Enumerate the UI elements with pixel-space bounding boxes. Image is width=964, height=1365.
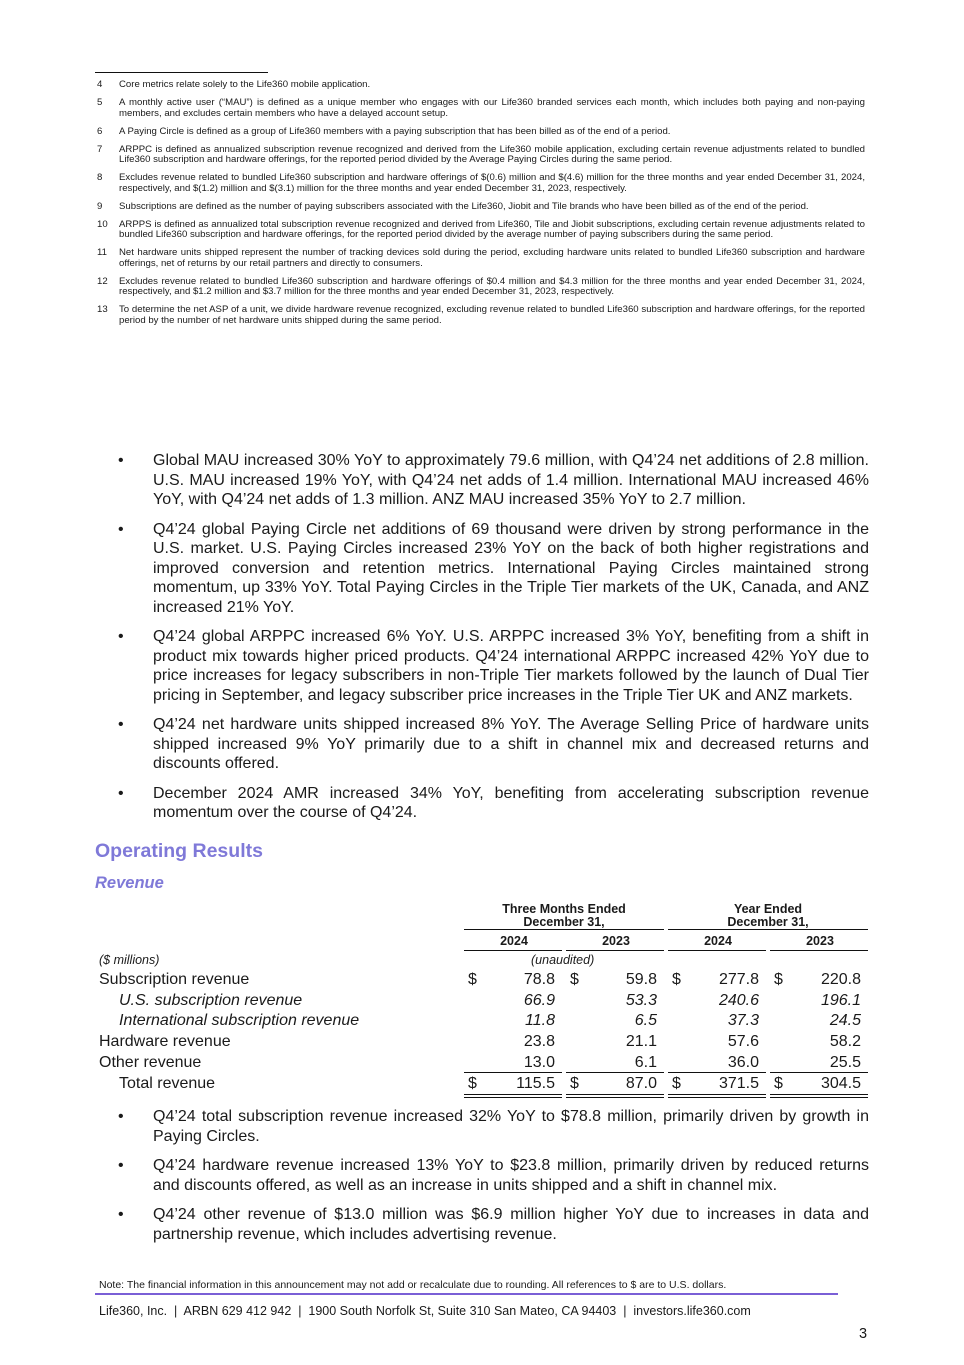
footnote-number: 6: [97, 125, 103, 137]
footnote-item: [97, 127, 865, 138]
group-underline: [668, 929, 868, 930]
year-underline: [464, 950, 562, 951]
cell-value: 57.6: [727, 1033, 759, 1051]
footnote-text: ARPPC is defined as annualized subscription revenue recognized and derived from the Life360 mobile application, excluding certain revenue adjustments related to bundled Life360 subscription and hardware offerings, for the reported period divided by the Average Paying Circles during the same period.: [119, 143, 865, 165]
table-row: [99, 1033, 869, 1054]
total-double-underline: [566, 1097, 664, 1098]
year-header: 2024: [704, 934, 732, 948]
bullet-text: Q4’24 other revenue of $13.0 million was $6.9 million higher YoY due to increases in data and partnership revenue, which includes advertising revenue.: [153, 1206, 869, 1243]
total-double-underline: [770, 1097, 868, 1098]
footnote-number: 5: [97, 97, 103, 108]
footnote-text: A Paying Circle is defined as a group of Life360 members with a paying subscription that has been billed as of the end of a period.: [119, 125, 671, 137]
year-underline: [566, 950, 664, 951]
bullet-icon: •: [118, 716, 124, 733]
cell-value: 23.8: [523, 1033, 555, 1051]
row-label: Total revenue: [119, 1074, 216, 1092]
footnote-number: 8: [97, 172, 103, 183]
cell-value: 196.1: [820, 991, 861, 1009]
total-double-underline: [566, 1094, 664, 1095]
cell-value: 13.0: [523, 1053, 555, 1071]
bullet-icon: •: [118, 784, 124, 802]
three-months-header: [464, 903, 664, 929]
footnote-item: [97, 305, 865, 326]
cell-value: 59.8: [625, 971, 657, 988]
header-line: December 31,: [523, 915, 605, 929]
list-item: [118, 1205, 869, 1244]
currency-symbol: $: [468, 1074, 477, 1092]
units-label: ($ millions): [99, 953, 160, 967]
footnote-item: [97, 220, 865, 241]
group-underline: [464, 929, 664, 930]
company-address: Life360, Inc. | ARBN 629 412 942 | 1900 South Norfolk St, Suite 310 San Mateo, CA 94403 | investors.life360.com: [99, 1304, 751, 1318]
currency-symbol: $: [468, 971, 477, 988]
header-line: December 31,: [727, 915, 809, 929]
bullet-text: Q4’24 total subscription revenue increased 32% YoY to $78.8 million, primarily driven by growth in Paying Circles.: [153, 1108, 869, 1145]
currency-symbol: $: [570, 1074, 579, 1092]
table-row-total: [99, 1075, 869, 1096]
sum-underline: [668, 1072, 766, 1073]
table-row: [99, 1012, 869, 1033]
row-label: International subscription revenue: [119, 1012, 360, 1030]
cell-value: 24.5: [829, 1012, 861, 1030]
cell-value: 66.9: [523, 991, 555, 1009]
cell-value: 21.1: [625, 1033, 657, 1051]
list-item: [118, 627, 869, 705]
table-row: [99, 992, 869, 1013]
footnote-text: Subscriptions are defined as the number of paying subscribers associated with the Life360, Jiobit and Tile brands who have been billed as of the end of the period.: [119, 200, 809, 212]
metrics-bullet-list: [118, 451, 869, 833]
currency-symbol: $: [774, 971, 783, 988]
cell-value: 277.8: [718, 971, 759, 988]
footnote-text: Net hardware units shipped represent the number of tracking devices sold during the period, excluding hardware units related to bundled Life360 subscription and hardware offerings, net of returns by our retail partners and directly to consumers.: [119, 247, 865, 269]
cell-value: 240.6: [718, 991, 759, 1009]
footnote-text: ARPPS is defined as annualized total subscription revenue recognized and derived from Life360, Tile and Jiobit subscriptions, excluding certain revenue adjustments related to bundled Life360 subscription and hardware offerings, for the reported period divided by the average number of paying subscribers during the same period.: [119, 218, 865, 240]
header-line: Year Ended: [733, 902, 803, 916]
total-double-underline: [770, 1094, 868, 1095]
bullet-icon: •: [118, 520, 124, 538]
cell-value: 11.8: [525, 1012, 555, 1030]
sum-underline: [566, 1072, 664, 1073]
footnote-text: To determine the net ASP of a unit, we divide hardware revenue recognized, excluding revenue related to bundled Life360 subscription and hardware offerings, for the reported period by the number of net hardware units shipped during the same period.: [119, 304, 865, 326]
footnote-item: [97, 80, 865, 91]
footnote-text: Excludes revenue related to bundled Life360 subscription and hardware offerings of $(0.6) million and $(4.6) million for the three months and year ended December 31, 2024, respectively, and $(1.2) million and $(3.1) million for the three months and year ended December 31, 2023, respectively.: [119, 172, 865, 194]
bullet-text: Global MAU increased 30% YoY to approximately 79.6 million, with Q4’24 net additions of 2.8 million. U.S. MAU increased 19% YoY, with Q4’24 net adds of 1.4 million. International MAU increased 46% YoY, with Q4’24 net adds of 1.3 million. ANZ MAU increased 35% YoY to 2.7 million.: [153, 452, 869, 508]
total-double-underline: [668, 1097, 766, 1098]
sum-underline: [464, 1072, 562, 1073]
footnote-text: A monthly active user (“MAU”) is defined as a unique member who engages with our Life360 branded services each month, which includes both paying and non-paying members, and excludes certain members who have a delayed account setup.: [119, 97, 865, 119]
cell-value: 371.5: [718, 1074, 759, 1092]
currency-symbol: $: [672, 1074, 681, 1092]
bullet-text: Q4’24 net hardware units shipped increased 8% YoY. The Average Selling Price of hardware units shipped increased 9% YoY primarily due to a shift in channel mix and decreased returns and discounts offered.: [153, 716, 869, 772]
section-heading: Operating Results: [95, 840, 263, 862]
footnote-text: Excludes revenue related to bundled Life360 subscription and hardware offerings of $0.4 million and $4.3 million for the three months and year ended December 31, 2024, respectively, and $1.2 million and $3.7 million for the three months and year ended December 31, 2023, respectively.: [119, 275, 865, 297]
cell-value: 25.5: [829, 1053, 861, 1071]
footnote-separator: [95, 72, 268, 73]
bullet-icon: •: [118, 628, 124, 645]
footnote-number: 10: [97, 218, 108, 230]
footer-divider: [95, 1293, 838, 1295]
footnote-number: 7: [97, 143, 103, 155]
footnote-number: 4: [97, 79, 103, 90]
row-label: Other revenue: [99, 1053, 202, 1071]
list-item: [118, 784, 869, 823]
year-header: 2023: [806, 934, 834, 948]
total-double-underline: [668, 1094, 766, 1095]
sum-underline: [770, 1072, 868, 1073]
list-item: [118, 1107, 869, 1146]
footnote-number: 11: [97, 247, 107, 258]
revenue-bullet-list: [118, 1107, 869, 1254]
total-double-underline: [464, 1094, 562, 1095]
list-item: [118, 1156, 869, 1195]
bullet-text: Q4’24 hardware revenue increased 13% YoY to $23.8 million, primarily driven by reduced returns and discounts offered, as well as an increase in units shipped and a shift in channel mix.: [153, 1157, 869, 1194]
year-header: 2024: [500, 934, 528, 948]
cell-value: 78.8: [523, 971, 555, 988]
cell-value: 6.1: [634, 1053, 657, 1071]
year-ended-header: [668, 903, 868, 929]
cell-value: 58.2: [829, 1033, 861, 1051]
cell-value: 304.5: [820, 1074, 861, 1092]
footnote-item: [97, 277, 865, 298]
cell-value: 53.3: [625, 991, 657, 1009]
footnote-item: [97, 248, 865, 269]
cell-value: 37.3: [727, 1012, 759, 1030]
row-label: Hardware revenue: [99, 1033, 231, 1051]
footnote-number: 12: [97, 275, 108, 287]
bullet-icon: •: [118, 452, 124, 469]
cell-value: 115.5: [516, 1074, 555, 1092]
list-item: [118, 715, 869, 774]
unaudited-label: (unaudited): [531, 953, 595, 967]
list-item: [118, 451, 869, 510]
cell-value: 87.0: [625, 1074, 657, 1092]
bullet-icon: •: [118, 1157, 124, 1174]
bullet-icon: •: [118, 1108, 124, 1125]
footnote-item: [97, 145, 865, 166]
footnote-text: Core metrics relate solely to the Life360 mobile application.: [119, 79, 371, 90]
subsection-heading: Revenue: [95, 874, 164, 892]
currency-symbol: $: [570, 971, 579, 988]
row-label: U.S. subscription revenue: [119, 991, 303, 1009]
footnote-item: [97, 98, 865, 119]
header-line: Three Months Ended: [502, 902, 626, 916]
cell-value: 6.5: [634, 1012, 657, 1030]
footnote-item: [97, 173, 865, 194]
year-underline: [668, 950, 766, 951]
rounding-note: Note: The financial information in this announcement may not add or recalculate due to rounding. All references to $ are to U.S. dollars.: [99, 1279, 727, 1291]
footnote-number: 9: [97, 200, 103, 212]
bullet-text: Q4’24 global ARPPC increased 6% YoY. U.S. ARPPC increased 3% YoY, benefiting from a shift in product mix towards higher priced products. Q4’24 international ARPPC increased 42% YoY due to price increases for legacy subscribers in non-Triple Tier markets followed by the launch of Dual Tier pricing in September, and legacy subscriber price increases in the Triple Tier UK and ANZ markets.: [153, 628, 869, 704]
bullet-text: Q4’24 global Paying Circle net additions of 69 thousand were driven by strong performance in the U.S. market. U.S. Paying Circles increased 23% YoY on the back of both higher registrations and improved conversion and retention metrics. International Paying Circles maintained strong momentum, up 33% YoY. Total Paying Circles in the Triple Tier markets of the UK, Canada, and ANZ increased 21% YoY.: [153, 520, 869, 616]
year-underline: [770, 950, 868, 951]
list-item: [118, 520, 869, 618]
row-label: Subscription revenue: [99, 971, 250, 988]
bullet-icon: •: [118, 1206, 124, 1223]
page-number: 3: [859, 1326, 868, 1342]
currency-symbol: $: [774, 1074, 783, 1092]
footnotes: [97, 80, 865, 334]
currency-symbol: $: [672, 971, 681, 988]
cell-value: 220.8: [820, 971, 861, 988]
total-double-underline: [464, 1097, 562, 1098]
footnote-item: [97, 202, 865, 213]
bullet-text: December 2024 AMR increased 34% YoY, benefiting from accelerating subscription revenue momentum over the course of Q4’24.: [153, 784, 869, 821]
table-row: [99, 971, 869, 992]
year-header: 2023: [602, 934, 630, 948]
footnote-number: 13: [97, 304, 108, 315]
cell-value: 36.0: [727, 1053, 759, 1071]
